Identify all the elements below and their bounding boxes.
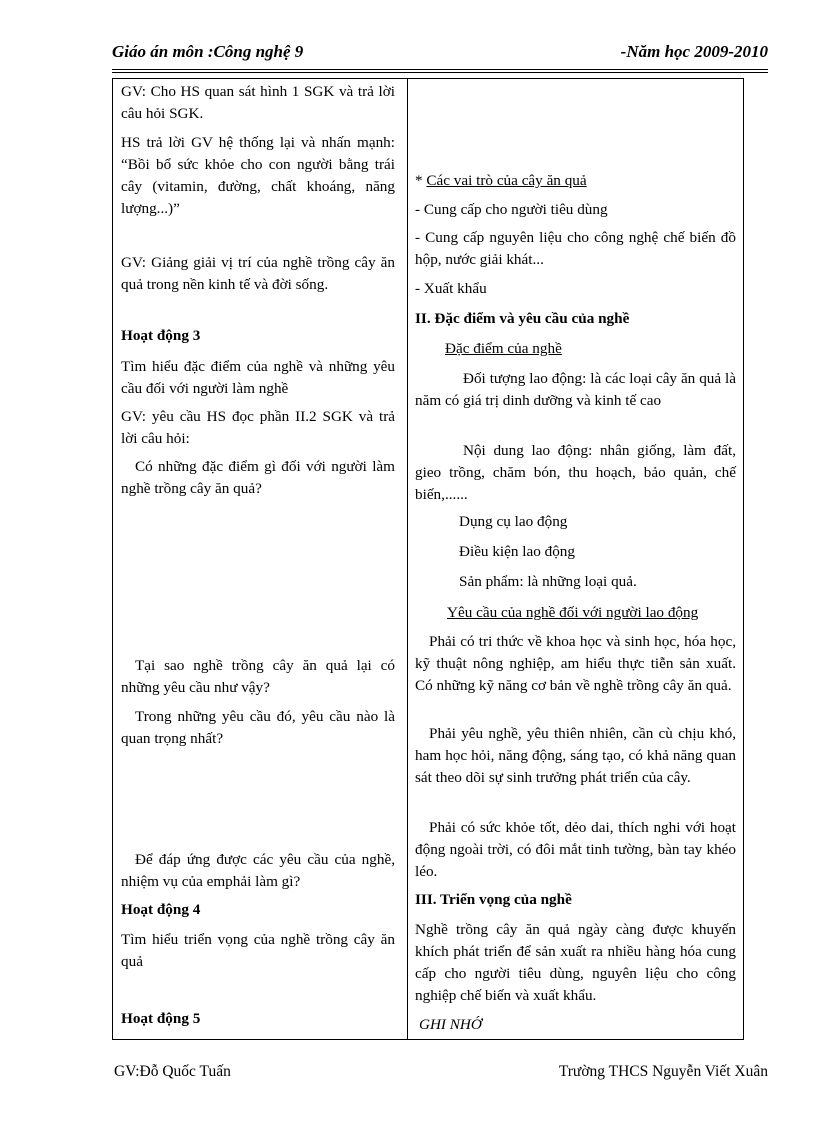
column-divider — [407, 79, 408, 1039]
summary-label: GHI NHỚ — [419, 1016, 482, 1033]
teacher-student-activity-column — [113, 79, 401, 1039]
content-text: - Cung cấp cho người tiêu dùng — [415, 201, 608, 218]
content-text: Phải yêu nghề, yêu thiên nhiên, cần cù chịu khó, ham học hỏi, năng động, sáng tạo, có khả năng quan sát theo dõi sự sinh trưởng phát triển của cây. — [415, 725, 736, 786]
content-text: - Cung cấp nguyên liệu cho công nghệ chế biến đồ hộp, nước giải khát... — [415, 229, 736, 268]
subsection-heading: Yêu cầu của nghề đối với người lao động — [447, 604, 699, 621]
question-text: Để đáp ứng được các yêu cầu của nghề, nhiệm vụ của emphải làm gì? — [121, 851, 395, 890]
activity-text: GV: yêu cầu HS đọc phần II.2 SGK và trả lời câu hỏi: — [121, 408, 395, 447]
content-text: Nội dung lao động: nhân giống, làm đất, gieo trồng, chăm bón, thu hoạch, bảo quản, chế biến,...... — [415, 442, 736, 503]
content-text: Điều kiện lao động — [459, 543, 575, 560]
activity-text: Tìm hiểu đặc điểm của nghề và những yêu cầu đối với người làm nghề — [121, 358, 395, 397]
footer-teacher: GV:Đỗ Quốc Tuấn — [114, 1063, 231, 1080]
content-text: Phải có tri thức về khoa học và sinh học, hóa học, kỹ thuật nông nghiệp, am hiểu thực tiễn sản xuất. Có những kỹ năng cơ bản về nghề trồng cây ăn quả. — [415, 633, 736, 694]
activity-text: HS trả lời GV hệ thống lại và nhấn mạnh: “Bồi bổ sức khỏe cho con người bằng trái cây (vitamin, đường, chất khoáng, năng lượng...)” — [121, 134, 395, 217]
content-text: Dụng cụ lao động — [459, 513, 568, 530]
lesson-table — [112, 78, 744, 1040]
roles-heading: * Các vai trò của cây ăn quả — [415, 172, 587, 189]
header-school-year: -Năm học 2009-2010 — [620, 42, 768, 61]
header-rule-double — [112, 72, 768, 73]
header-subject: Giáo án môn :Công nghệ 9 — [112, 42, 304, 61]
content-column — [409, 79, 743, 1039]
activity-text: GV: Cho HS quan sát hình 1 SGK và trả lời câu hỏi SGK. — [121, 83, 395, 122]
activity-text: Tìm hiểu triển vọng của nghề trồng cây ăn quả — [121, 931, 395, 970]
section-heading: II. Đặc điểm và yêu cầu của nghề — [415, 310, 630, 327]
question-text: Có những đặc điểm gì đối với người làm nghề trồng cây ăn quả? — [121, 458, 395, 497]
content-text: Đối tượng lao động: là các loại cây ăn quả là năm có giá trị dinh dưỡng và kinh tế cao — [415, 370, 736, 409]
content-text: Sản phẩm: là những loại quả. — [459, 573, 637, 590]
activity-text: GV: Giảng giải vị trí của nghề trồng cây ăn quả trong nền kinh tế và đời sống. — [121, 254, 395, 293]
question-text: Tại sao nghề trồng cây ăn quả lại có những yêu cầu như vậy? — [121, 657, 395, 696]
page-header — [112, 42, 768, 66]
activity-heading: Hoạt động 5 — [121, 1010, 201, 1027]
subsection-heading: Đặc điểm của nghề — [445, 340, 562, 357]
activity-heading: Hoạt động 4 — [121, 901, 201, 918]
activity-heading: Hoạt động 3 — [121, 327, 201, 344]
footer-school: Trường THCS Nguyễn Viết Xuân — [558, 1063, 768, 1080]
content-text: Phải có sức khỏe tốt, dẻo dai, thích nghi với hoạt động ngoài trời, có đôi mắt tinh tường, bàn tay khéo léo. — [415, 819, 736, 880]
content-text: - Xuất khẩu — [415, 280, 487, 297]
header-rule — [112, 69, 768, 70]
section-heading: III. Triển vọng của nghề — [415, 891, 572, 908]
content-text: Nghề trồng cây ăn quả ngày càng được khuyến khích phát triển để sản xuất ra nhiều hàng hóa cung cấp cho người tiêu dùng, nguyên liệu cho công nghiệp chế biến và xuất khẩu. — [415, 921, 736, 1004]
question-text: Trong những yêu cầu đó, yêu cầu nào là quan trọng nhất? — [121, 708, 395, 747]
